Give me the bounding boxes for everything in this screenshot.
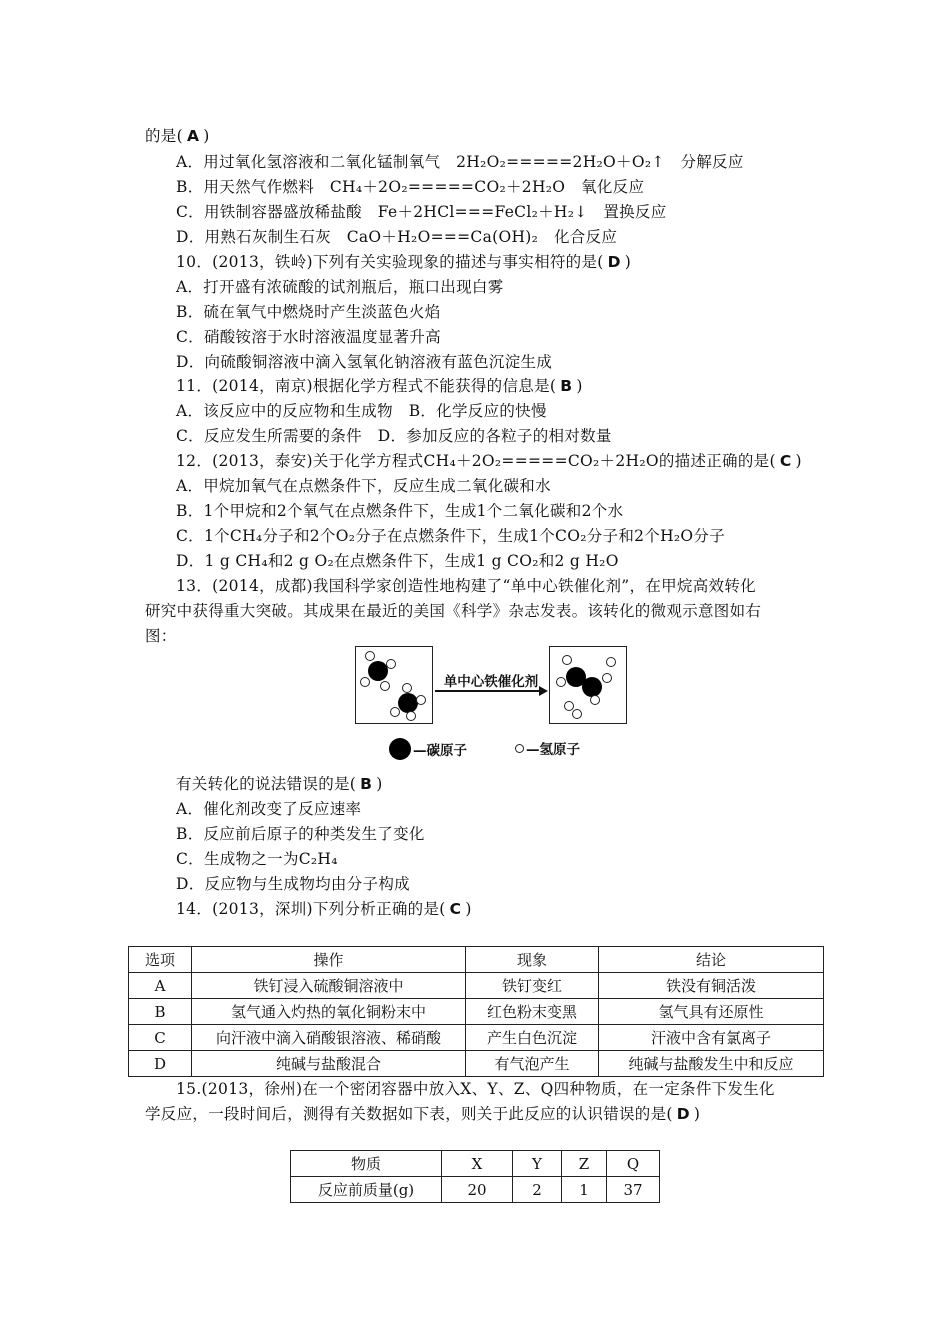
q11-stem-text: 11．(2014，南京)根据化学方程式不能获得的信息是( xyxy=(176,377,557,395)
q9-stem-tail xyxy=(145,125,210,147)
table-cell: 铁钉浸入硫酸铜溶液中 xyxy=(192,973,466,999)
table-cell: A xyxy=(129,973,192,999)
q11-stem xyxy=(176,375,583,397)
q14-stem xyxy=(176,898,472,920)
q13-answer: B xyxy=(360,775,373,793)
legend-hydrogen xyxy=(515,738,580,758)
carbon-atom xyxy=(582,677,602,697)
q9-option-a: A．用过氧化氢溶液和二氧化锰制氧气 2H₂O₂=====2H₂O＋O₂↑ 分解反应 xyxy=(176,153,744,171)
header-cell: Z xyxy=(562,1151,607,1177)
q15-answer: D xyxy=(676,1105,690,1123)
q13-question-text: 有关转化的说法错误的是( xyxy=(176,775,357,793)
header-cell: 结论 xyxy=(599,947,824,973)
q12-option-d: D．1 g CH₄和2 g O₂在点燃条件下，生成1 g CO₂和2 g H₂O xyxy=(176,552,619,570)
q12-answer: C xyxy=(779,452,792,470)
hydrogen-legend-icon xyxy=(515,744,524,753)
q14-close: ) xyxy=(465,900,472,918)
table-cell: 红色粉末变黑 xyxy=(466,999,599,1025)
hydrogen-atom xyxy=(602,673,612,683)
q11-option-ab: A．该反应中的反应物和生成物 B．化学反应的快慢 xyxy=(176,402,547,420)
q14-table xyxy=(128,946,824,1077)
table-cell: 20 xyxy=(442,1177,513,1203)
hydrogen-atom xyxy=(606,657,616,667)
table-cell: 37 xyxy=(607,1177,660,1203)
hydrogen-atom xyxy=(386,659,396,669)
table-cell: 纯碱与盐酸混合 xyxy=(192,1051,466,1077)
table-row xyxy=(129,973,824,999)
q10-stem-text: 10．(2013，铁岭)下列有关实验现象的描述与事实相符的是( xyxy=(176,253,604,271)
arrow-head-icon xyxy=(539,686,548,696)
table-cell: 向汗液中滴入硝酸银溶液、稀硝酸 xyxy=(192,1025,466,1051)
carbon-atom xyxy=(368,661,388,681)
header-cell: 操作 xyxy=(192,947,466,973)
q15-stem-line2 xyxy=(145,1103,700,1125)
table-cell: 氢气通入灼热的氧化铜粉末中 xyxy=(192,999,466,1025)
q9-tail-text: 的是( xyxy=(145,127,183,145)
table-row xyxy=(129,999,824,1025)
hydrogen-atom xyxy=(556,677,566,687)
table-cell: 铁钉变红 xyxy=(466,973,599,999)
q13-stem-line1: 13．(2014，成都)我国科学家创造性地构建了“单中心铁催化剂”，在甲烷高效转化 xyxy=(176,577,756,595)
table-cell: 反应前质量(g) xyxy=(291,1177,442,1203)
header-cell: Q xyxy=(607,1151,660,1177)
table-header-row xyxy=(291,1151,660,1177)
q12-close: ) xyxy=(795,452,802,470)
table-cell: 汗液中含有氯离子 xyxy=(599,1025,824,1051)
q9-option-c: C．用铁制容器盛放稀盐酸 Fe＋2HCl===FeCl₂＋H₂↓ 置换反应 xyxy=(176,203,667,221)
header-cell: X xyxy=(442,1151,513,1177)
q13-option-b: B．反应前后原子的种类发生了变化 xyxy=(176,825,425,843)
q13-option-c: C．生成物之一为C₂H₄ xyxy=(176,850,338,868)
q10-stem xyxy=(176,251,631,273)
q13-option-a: A．催化剂改变了反应速率 xyxy=(176,800,362,818)
table-cell: C xyxy=(129,1025,192,1051)
q12-stem-text: 12．(2013，泰安)关于化学方程式CH₄＋2O₂=====CO₂＋2H₂O的描述正确的是( xyxy=(176,452,776,470)
q9-option-b: B．用天然气作燃料 CH₄＋2O₂=====CO₂＋2H₂O 氧化反应 xyxy=(176,178,645,196)
table-cell: D xyxy=(129,1051,192,1077)
hydrogen-atom xyxy=(590,695,600,705)
table-cell: 2 xyxy=(513,1177,562,1203)
catalyst-label: 单中心铁催化剂 xyxy=(443,674,539,690)
legend-carbon-label: —碳原子 xyxy=(413,743,467,759)
q13-close: ) xyxy=(376,775,383,793)
q13-option-d: D．反应物与生成物均由分子构成 xyxy=(176,875,410,893)
table-cell: 纯碱与盐酸发生中和反应 xyxy=(599,1051,824,1077)
q10-option-c: C．硝酸铵溶于水时溶液温度显著升高 xyxy=(176,328,441,346)
q15-table xyxy=(290,1150,660,1203)
q13-reaction-diagram xyxy=(355,646,630,760)
hydrogen-atom xyxy=(572,709,582,719)
q10-close: ) xyxy=(624,253,632,271)
q14-stem-text: 14．(2013，深圳)下列分析正确的是( xyxy=(176,900,446,918)
header-cell: 物质 xyxy=(291,1151,442,1177)
q12-option-c: C．1个CH₄分子和2个O₂分子在点燃条件下，生成1个CO₂分子和2个H₂O分子 xyxy=(176,527,726,545)
q11-answer: B xyxy=(560,377,573,395)
q13-question xyxy=(176,773,383,795)
q11-option-cd: C．反应发生所需要的条件 D．参加反应的各粒子的相对数量 xyxy=(176,427,612,445)
q14-answer: C xyxy=(449,900,462,918)
q12-option-b: B．1个甲烷和2个氧气在点燃条件下，生成1个二氧化碳和2个水 xyxy=(176,502,624,520)
table-row xyxy=(129,1025,824,1051)
legend-carbon xyxy=(389,738,467,760)
q10-option-a: A．打开盛有浓硫酸的试剂瓶后，瓶口出现白雾 xyxy=(176,278,504,296)
hydrogen-atom xyxy=(360,677,370,687)
reaction-arrow xyxy=(435,690,541,692)
q12-option-a: A．甲烷加氧气在点燃条件下，反应生成二氧化碳和水 xyxy=(176,477,551,495)
table-cell: 氢气具有还原性 xyxy=(599,999,824,1025)
product-box xyxy=(549,646,627,724)
reactant-box xyxy=(355,646,433,724)
q13-stem-line3: 图： xyxy=(145,627,177,645)
q15-stem-line1: 15.(2013，徐州)在一个密闭容器中放入X、Y、Z、Q四种物质，在一定条件下发生化 xyxy=(176,1080,775,1098)
hydrogen-atom xyxy=(416,695,426,705)
table-header-row xyxy=(129,947,824,973)
q10-option-b: B．硫在氧气中燃烧时产生淡蓝色火焰 xyxy=(176,303,441,321)
q9-option-d: D．用熟石灰制生石灰 CaO＋H₂O===Ca(OH)₂ 化合反应 xyxy=(176,228,618,246)
q10-option-d: D．向硫酸铜溶液中滴入氢氧化钠溶液有蓝色沉淀生成 xyxy=(176,353,553,371)
table-cell: 1 xyxy=(562,1177,607,1203)
q13-stem-line2: 研究中获得重大突破。其成果在最近的美国《科学》杂志发表。该转化的微观示意图如右 xyxy=(145,602,762,620)
hydrogen-atom xyxy=(406,711,416,721)
q9-close: ) xyxy=(203,127,210,145)
table-cell: 有气泡产生 xyxy=(466,1051,599,1077)
q15-close: ) xyxy=(693,1105,701,1123)
table-cell: 铁没有铜活泼 xyxy=(599,973,824,999)
header-cell: 选项 xyxy=(129,947,192,973)
hydrogen-atom xyxy=(562,655,572,665)
hydrogen-atom xyxy=(390,707,400,717)
header-cell: Y xyxy=(513,1151,562,1177)
hydrogen-atom xyxy=(402,683,412,693)
q11-close: ) xyxy=(576,377,583,395)
q9-answer: A xyxy=(186,127,200,145)
table-row xyxy=(291,1177,660,1203)
carbon-legend-icon xyxy=(389,738,411,760)
hydrogen-atom xyxy=(380,681,390,691)
q10-answer: D xyxy=(607,253,621,271)
q15-stem-text: 学反应，一段时间后，测得有关数据如下表，则关于此反应的认识错误的是( xyxy=(145,1105,673,1123)
hydrogen-atom xyxy=(365,651,375,661)
carbon-atom xyxy=(398,693,418,713)
table-row xyxy=(129,1051,824,1077)
legend-hydrogen-label: —氢原子 xyxy=(526,742,580,758)
header-cell: 现象 xyxy=(466,947,599,973)
table-cell: B xyxy=(129,999,192,1025)
table-cell: 产生白色沉淀 xyxy=(466,1025,599,1051)
q12-stem xyxy=(176,450,802,472)
